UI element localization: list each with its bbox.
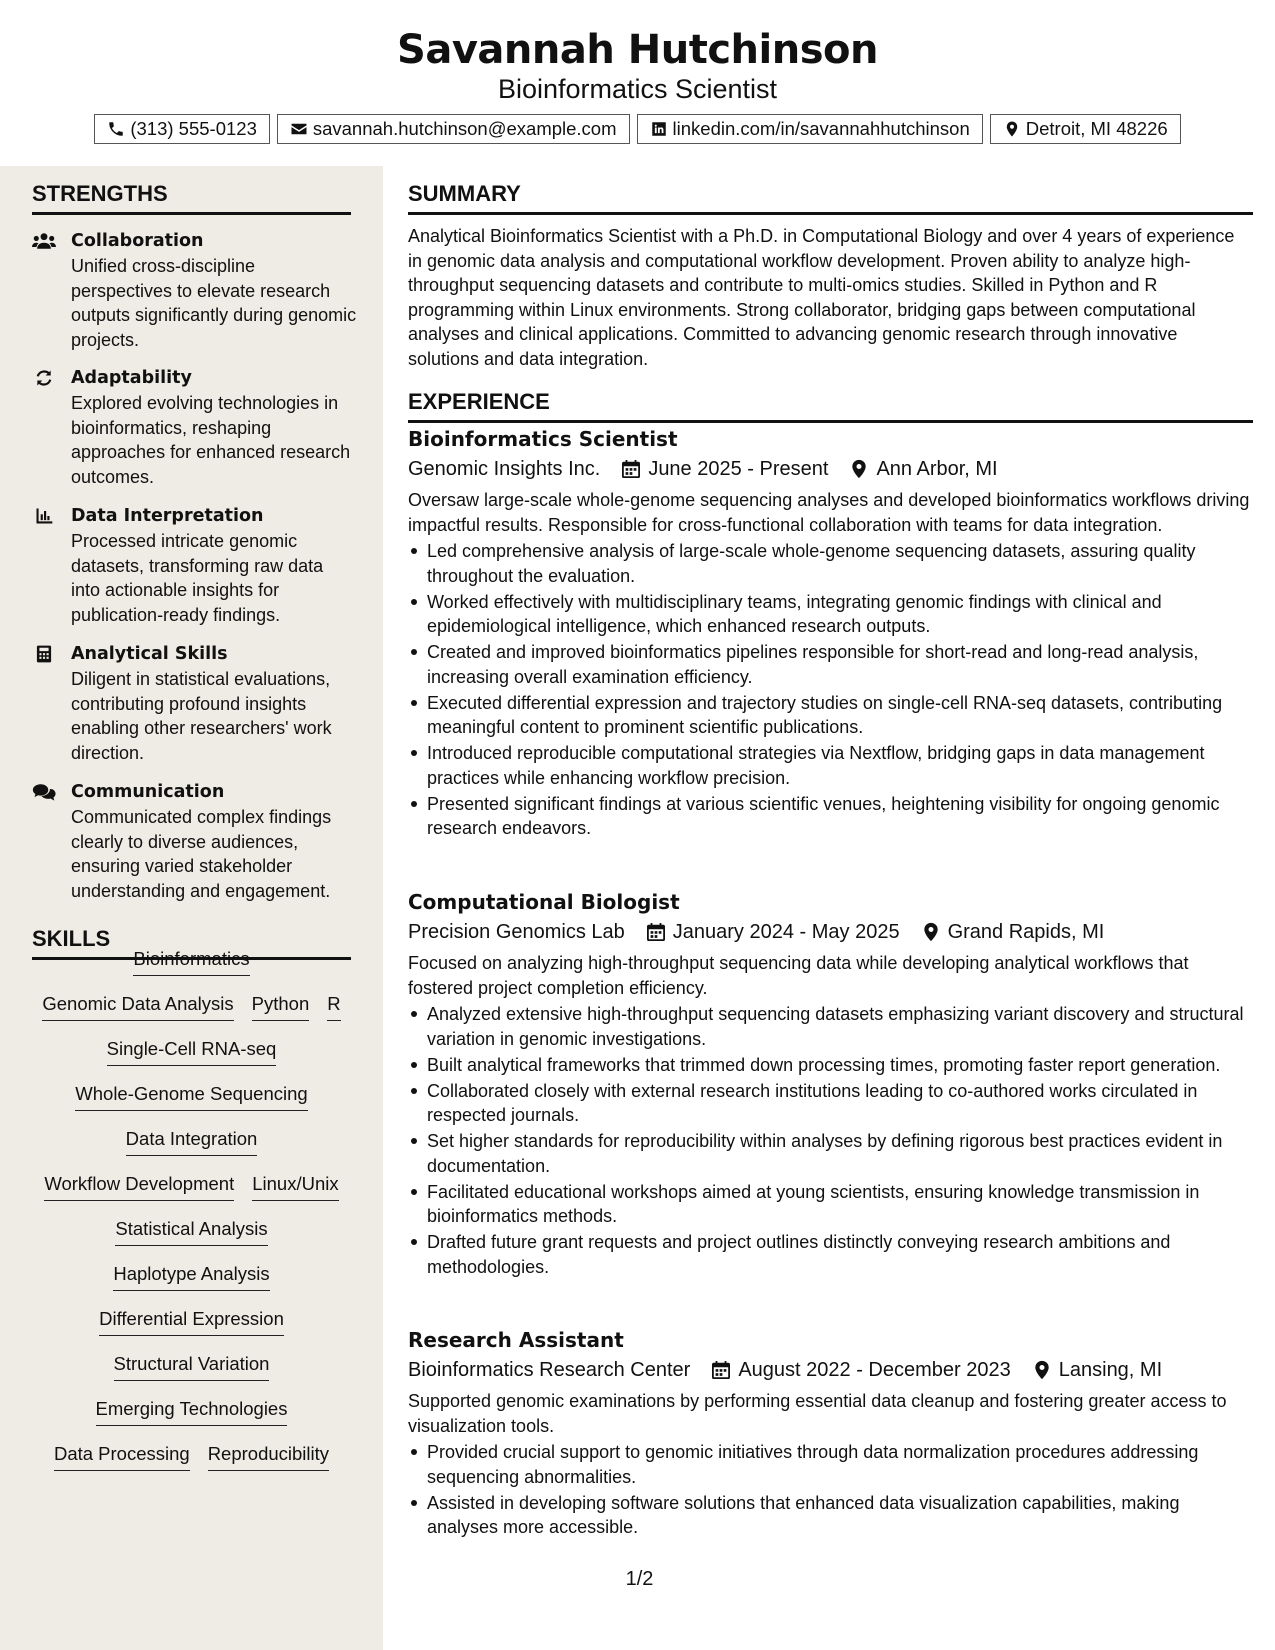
skill-tag: Data Integration [126, 1126, 258, 1156]
job-company: Bioinformatics Research Center [408, 1359, 691, 1381]
skill-tag: Python [252, 991, 310, 1021]
summary-heading: SUMMARY [408, 179, 1253, 215]
bullet-item: Created and improved bioinformatics pipelines responsible for short-read and long-read analysis, increasing overall examination efficiency. [408, 640, 1253, 689]
contact-email[interactable] [277, 114, 630, 144]
calendar-icon [647, 922, 665, 942]
bullet-item: Led comprehensive analysis of large-scale whole-genome sequencing datasets, assuring quality throughout the evaluation. [408, 539, 1253, 588]
strength-desc: Explored evolving technologies in bioinformatics, reshaping approaches for enhanced research outcomes. [71, 393, 351, 487]
skill-tag: Workflow Development [44, 1171, 234, 1201]
skill-row [32, 1306, 351, 1336]
bullet-item: Presented significant findings at various scientific venues, heightening visibility for ongoing genomic research endeavors. [408, 792, 1253, 841]
job-meta [408, 454, 1253, 484]
bullet-item: Provided crucial support to genomic initiatives through data normalization procedures addressing sequencing abnormalities. [408, 1440, 1253, 1489]
contact-location[interactable] [990, 114, 1181, 144]
job-title: Computational Biologist [408, 890, 680, 914]
job-dates: January 2024 - May 2025 [672, 921, 900, 943]
strength-title: Collaboration [71, 231, 204, 251]
job-bullets [408, 539, 1253, 841]
page-number-text: 1/2 [625, 1568, 654, 1590]
job-title: Bioinformatics Scientist [408, 427, 678, 451]
strength-desc: Communicated complex findings clearly to diverse audiences, ensuring varied stakeholder understanding and engagement. [71, 807, 332, 901]
location-text: Detroit, MI 48226 [1025, 118, 1168, 139]
contact-bar [0, 114, 1275, 144]
skill-tag: Data Processing [54, 1441, 190, 1471]
skill-row [32, 1126, 351, 1156]
linkedin-text: linkedin.com/in/savannahhutchinson [672, 118, 970, 139]
bullet-item: Collaborated closely with external research institutions leading to co-authored works circulated in respected journals. [408, 1079, 1253, 1128]
bullet-item: Drafted future grant requests and project outlines distinctly conveying research ambitions and methodologies. [408, 1230, 1253, 1279]
bar-chart-icon [32, 506, 56, 526]
job-location: Grand Rapids, MI [947, 921, 1105, 943]
skill-row [32, 1396, 351, 1426]
bullet-item: Worked effectively with multidisciplinary teams, integrating genomic findings with clinical and epidemiological intelligence, which enhanced research outputs. [408, 590, 1253, 639]
skill-row [32, 1171, 351, 1201]
strength-title: Communication [71, 782, 225, 802]
skill-tag: R [327, 991, 340, 1021]
skill-row [32, 991, 351, 1021]
comments-icon [32, 782, 56, 802]
skill-tag: Whole-Genome Sequencing [75, 1081, 307, 1111]
skill-row [32, 1216, 351, 1246]
skill-row [32, 1036, 351, 1066]
main-content [383, 166, 1275, 1650]
candidate-name: Savannah Hutchinson [397, 27, 878, 73]
contact-phone[interactable] [94, 114, 270, 144]
skill-row [32, 1441, 351, 1471]
skill-tag: Linux/Unix [252, 1171, 338, 1201]
job-description: Oversaw large-scale whole-genome sequencing analyses and developed bioinformatics workflows driving impactful results. Responsible for cross-functional collaboration with teams for data integration. [408, 490, 1250, 535]
phone-text: (313) 555-0123 [130, 118, 257, 139]
strength-desc: Unified cross-discipline perspectives to elevate research outputs significantly during genomic projects. [71, 256, 357, 350]
skill-tag: Statistical Analysis [115, 1216, 267, 1246]
strength-desc: Processed intricate genomic datasets, transforming raw data into actionable insights for publication-ready findings. [71, 531, 324, 625]
bullet-item: Set higher standards for reproducibility within analyses by defining rigorous best practices evident in documentation. [408, 1129, 1253, 1178]
bullet-item: Assisted in developing software solutions that enhanced data visualization capabilities, making analyses more accessible. [408, 1491, 1253, 1540]
bullet-item: Facilitated educational workshops aimed at young scientists, ensuring knowledge transmission in bioinformatics methods. [408, 1180, 1253, 1229]
bullet-item: Analyzed extensive high-throughput sequencing datasets emphasizing variant discovery and structural variation in genomic investigations. [408, 1002, 1253, 1051]
strengths-heading: STRENGTHS [32, 179, 351, 215]
job-dates: August 2022 - December 2023 [738, 1359, 1011, 1381]
calendar-icon [712, 1360, 730, 1380]
job-description: Focused on analyzing high-throughput sequencing data while developing analytical workflows that fostered project completion efficiency. [408, 953, 1189, 998]
map-marker-icon [1033, 1360, 1051, 1380]
sync-icon [32, 368, 56, 388]
job-bullets [408, 1440, 1253, 1540]
contact-linkedin[interactable] [637, 114, 983, 144]
map-marker-icon [1003, 120, 1021, 138]
skills-heading: SKILLS [32, 924, 351, 960]
job-location: Lansing, MI [1058, 1359, 1163, 1381]
strength-desc: Diligent in statistical evaluations, contributing profound insights enabling other researchers' work direction. [71, 669, 332, 763]
bullet-item: Built analytical frameworks that trimmed down processing times, promoting faster report generation. [408, 1053, 1253, 1078]
job-dates: June 2025 - Present [648, 458, 829, 480]
page-number [0, 1568, 1275, 1591]
skill-row [32, 1351, 351, 1381]
calculator-icon [32, 644, 56, 664]
skill-tag: Haplotype Analysis [113, 1261, 269, 1291]
experience-heading: EXPERIENCE [408, 387, 1253, 423]
skill-tag: Emerging Technologies [96, 1396, 288, 1426]
job-entry [408, 424, 1253, 842]
skill-tag: Reproducibility [208, 1441, 329, 1471]
map-marker-icon [850, 459, 868, 479]
phone-icon [107, 120, 125, 138]
skill-tag: Genomic Data Analysis [42, 991, 233, 1021]
skill-tag: Differential Expression [99, 1306, 284, 1336]
job-title: Research Assistant [408, 1328, 624, 1352]
bullet-item: Introduced reproducible computational strategies via Nextflow, bridging gaps in data management practices while enhancing workflow precision. [408, 741, 1253, 790]
job-company: Precision Genomics Lab [408, 921, 625, 943]
skill-row [32, 1081, 351, 1111]
skill-tag: Single-Cell RNA-seq [107, 1036, 277, 1066]
skill-tag: Bioinformatics [133, 946, 249, 976]
candidate-title: Bioinformatics Scientist [497, 74, 778, 104]
strength-title: Data Interpretation [71, 506, 264, 526]
skill-row [32, 946, 351, 976]
job-description: Supported genomic examinations by performing essential data cleanup and fostering greater access to visualization tools. [408, 1391, 1227, 1436]
users-icon [32, 231, 56, 251]
job-meta [408, 917, 1253, 947]
job-meta [408, 1355, 1253, 1385]
envelope-icon [290, 120, 308, 138]
job-bullets [408, 1002, 1253, 1279]
strength-title: Adaptability [71, 368, 192, 388]
job-entry [408, 1325, 1253, 1541]
bullet-item: Executed differential expression and trajectory studies on single-cell RNA-seq datasets, contributing meaningful content to prominent scientific publications. [408, 691, 1253, 740]
map-marker-icon [922, 922, 940, 942]
skill-row [32, 1261, 351, 1291]
job-entry [408, 887, 1253, 1281]
strength-title: Analytical Skills [71, 644, 228, 664]
sidebar [0, 166, 383, 1650]
resume-header [0, 0, 1275, 166]
email-text: savannah.hutchinson@example.com [312, 118, 617, 139]
summary-text: Analytical Bioinformatics Scientist with a Ph.D. in Computational Biology and over 4 years of experience in genomic data analysis and computational workflow development. Proven ability to analyze high-throughput sequencing datasets and contribute to multi-omics studies. Skilled in Python and R programming within Linux environments. Strong collaborator, bridging gaps between computational analyses and clinical applications. Committed to advancing genomic research through innovative solutions and data integration. [408, 226, 1235, 369]
calendar-icon [622, 459, 640, 479]
job-company: Genomic Insights Inc. [408, 458, 601, 480]
linkedin-icon [650, 120, 668, 138]
job-location: Ann Arbor, MI [876, 458, 998, 480]
skill-tag: Structural Variation [114, 1351, 270, 1381]
